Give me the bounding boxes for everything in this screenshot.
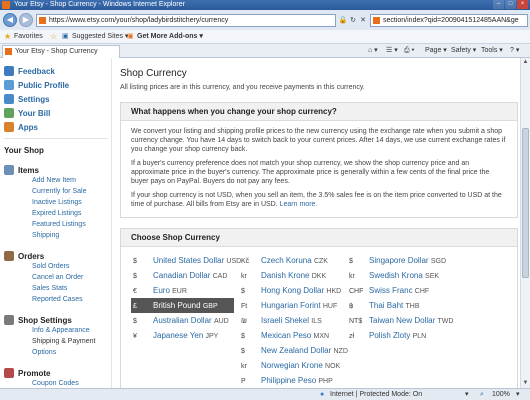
print-icon[interactable]: ⎙ ▾ (404, 47, 415, 54)
sidebar-link-add-new-item[interactable]: Add New Item (32, 177, 76, 184)
currency-code: NOK (325, 363, 341, 370)
currency-option[interactable] (133, 283, 187, 298)
currency-name: Polish Zloty (369, 331, 411, 340)
sidebar-divider (4, 138, 108, 139)
sidebar-link-featured-listings[interactable]: Featured Listings (32, 221, 86, 228)
page-menu[interactable]: Page ▾ (425, 47, 447, 54)
sidebar-link-inactive-listings[interactable]: Inactive Listings (32, 199, 82, 206)
etsy-favicon-icon (39, 17, 46, 24)
info-paragraph-3: If your shop currency is not USD, when you sell an item, the 3.5% sales fee is on the item price converted to USD at the time of purchase. All bills from Etsy are in USD. Learn more. (131, 192, 502, 208)
currency-option[interactable] (133, 313, 229, 328)
currency-code: PLN (412, 333, 427, 340)
items-icon (4, 165, 14, 175)
currency-name: United States Dollar (153, 256, 225, 265)
currency-option[interactable] (349, 253, 446, 268)
sidebar-item-settings[interactable]: Settings (4, 94, 50, 104)
sidebar-link-shipping[interactable]: Shipping (32, 232, 60, 239)
currency-symbol: NT$ (349, 318, 363, 325)
currency-option[interactable] (241, 268, 326, 283)
page-favicon-icon (373, 17, 380, 24)
currency-code: TWD (437, 318, 454, 325)
learn-more-link[interactable]: Learn more. (279, 201, 318, 208)
currency-name: Israeli Shekel (261, 316, 310, 325)
minimize-button[interactable]: – (493, 0, 504, 9)
currency-symbol: £ (133, 303, 137, 310)
currency-name: Japanese Yen (153, 331, 204, 340)
zoom-icon: ⌕ (480, 391, 484, 398)
suggested-sites-link[interactable]: Suggested Sites ▾ (72, 33, 129, 40)
currency-option[interactable] (349, 298, 419, 313)
currency-code: MXN (313, 333, 330, 340)
currency-option[interactable] (133, 268, 227, 283)
currency-symbol: kr (241, 363, 247, 370)
favorites-star-icon: ★ (4, 32, 12, 41)
currency-name: Czech Koruna (261, 256, 312, 265)
choose-currency-heading: Choose Shop Currency (121, 229, 517, 247)
home-icon[interactable]: ⌂ ▾ (368, 47, 378, 54)
addons-icon: ▣ (127, 33, 134, 40)
currency-code: PHP (318, 378, 333, 385)
currency-symbol: € (133, 288, 137, 295)
sidebar-item-public-profile[interactable]: Public Profile (4, 80, 69, 90)
scroll-down-icon[interactable]: ▼ (522, 380, 529, 386)
feeds-icon[interactable]: ☰ ▾ (386, 47, 398, 54)
safety-menu[interactable]: Safety ▾ (451, 47, 477, 54)
favorites-bar (0, 30, 530, 44)
currency-code: NZD (333, 348, 348, 355)
maximize-button[interactable]: □ (505, 0, 516, 9)
currency-name: Singapore Dollar (369, 256, 429, 265)
currency-name: Swiss Franc (369, 286, 413, 295)
zoom-dropdown-icon[interactable]: ▾ (516, 391, 520, 398)
currency-code: AUD (213, 318, 229, 325)
currency-symbol: $ (133, 318, 137, 325)
currency-code: JPY (205, 333, 219, 340)
sidebar-section-orders: Orders (4, 251, 44, 261)
refresh-icon[interactable]: ↻ (350, 17, 356, 24)
currency-symbol: $ (133, 273, 137, 280)
currency-symbol: $ (241, 348, 245, 355)
page-subtitle: All listing prices are in this currency, and you receive payments in this currency. (120, 84, 365, 91)
info-paragraph-2: If a buyer's currency preference does not match your shop currency, we show the shop currency price and an approximate price in the buyer's currency. The approximate price is generally within a few cents of the final price the buyer pays on PayPal. Buyers do not pay any fees. (131, 160, 490, 185)
currency-symbol: kr (241, 273, 247, 280)
currency-name: Philippine Peso (261, 376, 317, 385)
currency-symbol: $ (349, 258, 353, 265)
address-bar-row (0, 10, 530, 30)
window-controls (493, 0, 528, 9)
page-title: Shop Currency (120, 68, 187, 79)
currency-name: British Pound (153, 301, 201, 310)
currency-name: Hungarian Forint (261, 301, 321, 310)
back-button[interactable]: ◀ (3, 13, 17, 27)
sidebar-item-apps[interactable]: Apps (4, 122, 38, 132)
page-scrollbar[interactable] (520, 58, 530, 388)
zone-status: Internet | Protected Mode: On (330, 391, 423, 398)
window-title: Your Etsy - Shop Currency - Windows Internet Explorer (14, 1, 185, 8)
currency-symbol: CHF (349, 288, 364, 295)
currency-code: SGD (430, 258, 446, 265)
sidebar-section-items: Items (4, 165, 39, 175)
add-favorite-icon[interactable]: ☆ (50, 32, 58, 41)
sidebar-section-shop-settings: Shop Settings (4, 315, 72, 325)
currency-option[interactable] (241, 373, 333, 388)
sidebar-link-info-appearance[interactable]: Info & Appearance (32, 327, 90, 334)
etsy-tab-favicon-icon (5, 48, 12, 55)
currency-name: Canadian Dollar (153, 271, 211, 280)
currency-option[interactable] (241, 313, 322, 328)
currency-info-card (120, 102, 518, 218)
tools-menu[interactable]: Tools ▾ (481, 47, 503, 54)
promote-icon (4, 368, 14, 378)
currency-code: HUF (322, 303, 338, 310)
currency-option[interactable] (349, 283, 429, 298)
profile-icon (4, 80, 14, 90)
sidebar-link-expired-listings[interactable]: Expired Listings (32, 210, 82, 217)
currency-code: GBP (202, 303, 218, 310)
zoom-level[interactable]: 100% (492, 391, 510, 398)
currency-name: Thai Baht (369, 301, 404, 310)
sidebar-link-cancel-order[interactable]: Cancel an Order (32, 274, 84, 281)
info-paragraph-1: We convert your listing and shipping profile prices to the new currency using the exchange rate when you submit a shop currency change. You have 14 days to switch back to your current prices. After 14 days, we use current exchange rates if you change your shop currency back. (131, 128, 506, 153)
page-content (0, 58, 520, 388)
currency-option[interactable] (349, 268, 439, 283)
currency-symbol: $ (133, 258, 137, 265)
lock-icon[interactable]: 🔒 (338, 17, 348, 24)
currency-code: SEK (425, 273, 440, 280)
info-card-body (121, 121, 517, 220)
currency-code: ILS (311, 318, 322, 325)
close-button[interactable]: × (517, 0, 528, 9)
sidebar-link-currently-for-sale[interactable]: Currently for Sale (32, 188, 87, 195)
your-shop-heading: Your Shop (4, 146, 44, 155)
choose-currency-card (120, 228, 518, 388)
currency-code: CZK (313, 258, 328, 265)
currency-symbol: $ (241, 333, 245, 340)
currency-code: EUR (172, 288, 187, 295)
currency-option[interactable] (241, 298, 337, 313)
currency-code: CHF (414, 288, 430, 295)
currency-symbol: ฿ (349, 303, 354, 310)
get-more-addons-link[interactable]: Get More Add-ons ▾ (137, 33, 203, 40)
currency-symbol: Ft (241, 303, 248, 310)
currency-option[interactable] (133, 328, 218, 343)
sidebar-link-shipping-payment[interactable]: Shipping & Payment (32, 338, 96, 345)
account-sidebar (0, 58, 112, 388)
currency-name: Mexican Peso (261, 331, 312, 340)
currency-option[interactable] (241, 343, 348, 358)
scroll-up-icon[interactable]: ▲ (522, 59, 529, 65)
stop-icon[interactable]: ✕ (360, 17, 366, 24)
help-icon[interactable]: ? ▾ (510, 47, 520, 54)
currency-code: USD (226, 258, 242, 265)
currency-option[interactable] (241, 358, 340, 373)
currency-symbol: $ (241, 288, 245, 295)
ie-icon (2, 1, 10, 9)
currency-option[interactable] (241, 253, 328, 268)
forward-button[interactable]: ▶ (19, 13, 33, 27)
currency-symbol: Kč (241, 258, 250, 265)
currency-name: Norwegian Krone (261, 361, 323, 370)
currency-code: THB (405, 303, 420, 310)
currency-code: HKD (326, 288, 342, 295)
currency-name: Danish Krone (261, 271, 310, 280)
shop-settings-icon (4, 315, 14, 325)
bill-icon (4, 108, 14, 118)
currency-symbol: ¥ (133, 333, 137, 340)
favorites-button[interactable]: Favorites (14, 33, 43, 40)
currency-name: Swedish Krona (369, 271, 423, 280)
second-window-url[interactable]: section/index?qid=2009041512485AAN&ge (370, 14, 528, 27)
status-bar (0, 388, 530, 400)
suggested-sites-icon: ▣ (62, 33, 69, 40)
scrollbar-thumb[interactable] (522, 128, 529, 278)
sidebar-link-sales-stats[interactable]: Sales Stats (32, 285, 68, 292)
currency-symbol: P (241, 378, 246, 385)
currency-symbol: zł (349, 333, 355, 340)
currency-option[interactable] (349, 328, 426, 343)
currency-option[interactable] (349, 313, 453, 328)
settings-icon (4, 94, 14, 104)
currency-symbol: ₪ (241, 318, 247, 325)
feedback-icon (4, 66, 14, 76)
sidebar-link-reported-cases[interactable]: Reported Cases (32, 296, 83, 303)
apps-icon (4, 122, 14, 132)
globe-icon: ● (320, 391, 325, 398)
tab-shop-currency[interactable]: Your Etsy - Shop Currency (2, 45, 120, 58)
sidebar-link-coupon-codes[interactable]: Coupon Codes (32, 380, 79, 387)
protected-mode-icon[interactable]: ▾ (465, 391, 469, 398)
sidebar-link-sold-orders[interactable]: Sold Orders (32, 263, 70, 270)
currency-option[interactable] (241, 283, 341, 298)
currency-name: Taiwan New Dollar (369, 316, 436, 325)
window-titlebar (0, 0, 530, 10)
currency-option[interactable] (131, 298, 234, 313)
sidebar-section-promote: Promote (4, 368, 50, 378)
currency-code: DKK (311, 273, 327, 280)
currency-symbol: kr (349, 273, 355, 280)
sidebar-link-options[interactable]: Options (32, 349, 57, 356)
currency-name: Euro (153, 286, 170, 295)
orders-icon (4, 251, 14, 261)
info-card-heading: What happens when you change your shop currency? (121, 103, 517, 121)
currency-option[interactable] (241, 328, 329, 343)
main-panel (120, 58, 518, 388)
sidebar-item-feedback[interactable]: Feedback (4, 66, 55, 76)
url-input[interactable]: https://www.etsy.com/your/shop/ladybirdstitchery/currency (36, 14, 336, 27)
currency-name: Hong Kong Dollar (261, 286, 325, 295)
tab-bar (0, 44, 530, 58)
currency-option[interactable] (133, 253, 241, 268)
currency-code: CAD (212, 273, 228, 280)
sidebar-item-your-bill[interactable]: Your Bill (4, 108, 50, 118)
currency-name: New Zealand Dollar (261, 346, 332, 355)
currency-name: Australian Dollar (153, 316, 212, 325)
